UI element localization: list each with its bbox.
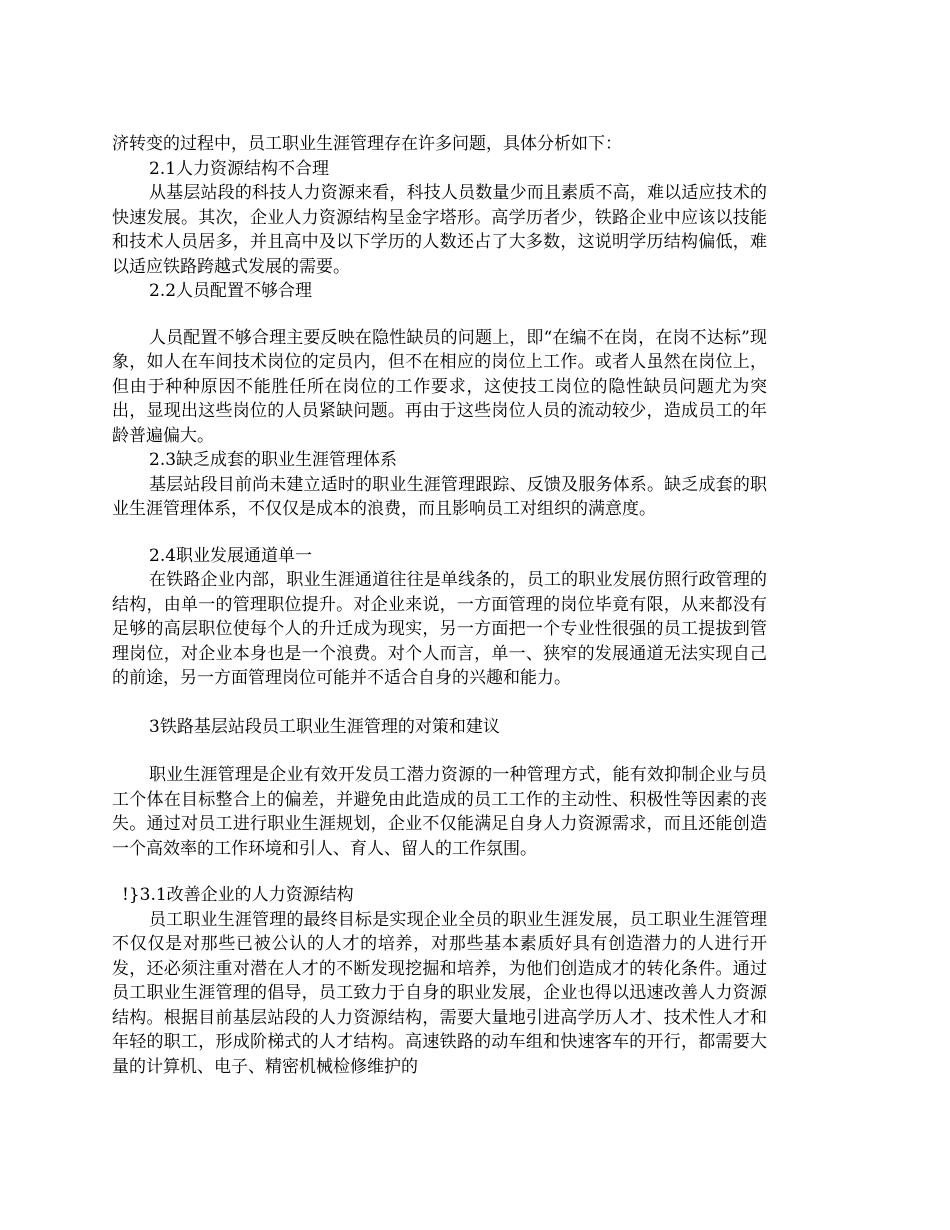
heading-3-1: !}3.1改善企业的人力资源结构 bbox=[122, 885, 354, 905]
paragraph-3-1: 员工职业生涯管理的最终目标是实现企业全员的职业生涯发展，员工职业生涯管理不仅仅是对那些已被公认的人才的培养，对那些基本素质好具有创造潜力的人进行开发，还必须注重对潜在人才的不断发现挖掘和培养，为他们创造成才的转化条件。通过员工职业生涯管理的倡导，员工致力于自身的职业发展，企业也得以迅速改善人力资源结构。根据目前基层站段的人力资源结构，需要大量地引进高学历人才、技术性人才和年轻的职工，形成阶梯式的人才结构。高速铁路的动车组和快速客车的开行，都需要大量的计算机、电子、精密机械检修维护的 bbox=[112, 909, 767, 1077]
heading-3: 3铁路基层站段员工职业生涯管理的对策和建议 bbox=[149, 716, 500, 737]
paragraph-2-4: 在铁路企业内部，职业生涯通道往往是单线条的，员工的职业发展仿照行政管理的结构，由单一的管理职位提升。对企业来说，一方面管理的岗位毕竟有限，从来都没有足够的高层职位使每个人的升迁成为现实，另一方面把一个专业性很强的员工提拔到管理岗位，对企业本身也是一个浪费。对个人而言，单一、狭窄的发展通道无法实现自己的前途，另一方面管理岗位可能并不适合自身的兴趣和能力。 bbox=[112, 570, 767, 688]
spacer bbox=[112, 861, 767, 883]
heading-2-3: 2.3缺乏成套的职业生涯管理体系 bbox=[149, 450, 398, 470]
heading-2-2: 2.2人员配置不够合理 bbox=[149, 281, 313, 301]
document-body bbox=[112, 132, 767, 1079]
spacer bbox=[112, 522, 767, 544]
spacer bbox=[112, 691, 767, 715]
heading-2-1: 2.1人力资源结构不合理 bbox=[149, 158, 330, 179]
paragraph-3: 职业生涯管理是企业有效开发员工潜力资源的一种管理方式，能有效抑制企业与员工个体在目标整合上的偏差，并避免由此造成的员工工作的主动性、积极性等因素的丧失。通过对员工进行职业生涯规划，企业不仅能满足自身人力资源需求，而且还能创造一个高效率的工作环境和引人、育人、留人的工作氛围。 bbox=[112, 765, 767, 859]
paragraph-intro-continuation: 济转变的过程中，员工职业生涯管理存在许多问题，具体分析如下： bbox=[112, 134, 622, 154]
spacer bbox=[112, 739, 767, 763]
paragraph-2-1: 从基层站段的科技人力资源来看，科技人员数量少而且素质不高，难以适应技术的快速发展。其次，企业人力资源结构呈金字塔形。高学历者少，铁路企业中应该以技能和技术人员居多，并且高中及以下学历的人数还占了大多数，这说明学历结构偏低，难以适应铁路跨越式发展的需要。 bbox=[112, 183, 767, 277]
heading-2-4: 2.4职业发展通道单一 bbox=[149, 545, 313, 566]
paragraph-2-3: 基层站段目前尚未建立适时的职业生涯管理跟踪、反馈及服务体系。缺乏成套的职业生涯管理体系，不仅仅是成本的浪费，而且影响员工对组织的满意度。 bbox=[112, 474, 767, 519]
paragraph-2-2: 人员配置不够合理主要反映在隐性缺员的问题上，即“在编不在岗，在岗不达标”现象，如人在车间技术岗位的定员内，但不在相应的岗位上工作。或者人虽然在岗位上，但由于种种原因不能胜任所在岗位的工作要求，这使技工岗位的隐性缺员问题尤为突出，显现出这些岗位的人员紧缺问题。再由于这些岗位人员的流动较少，造成员工的年龄普遍偏大。 bbox=[112, 327, 767, 446]
spacer bbox=[112, 304, 767, 326]
